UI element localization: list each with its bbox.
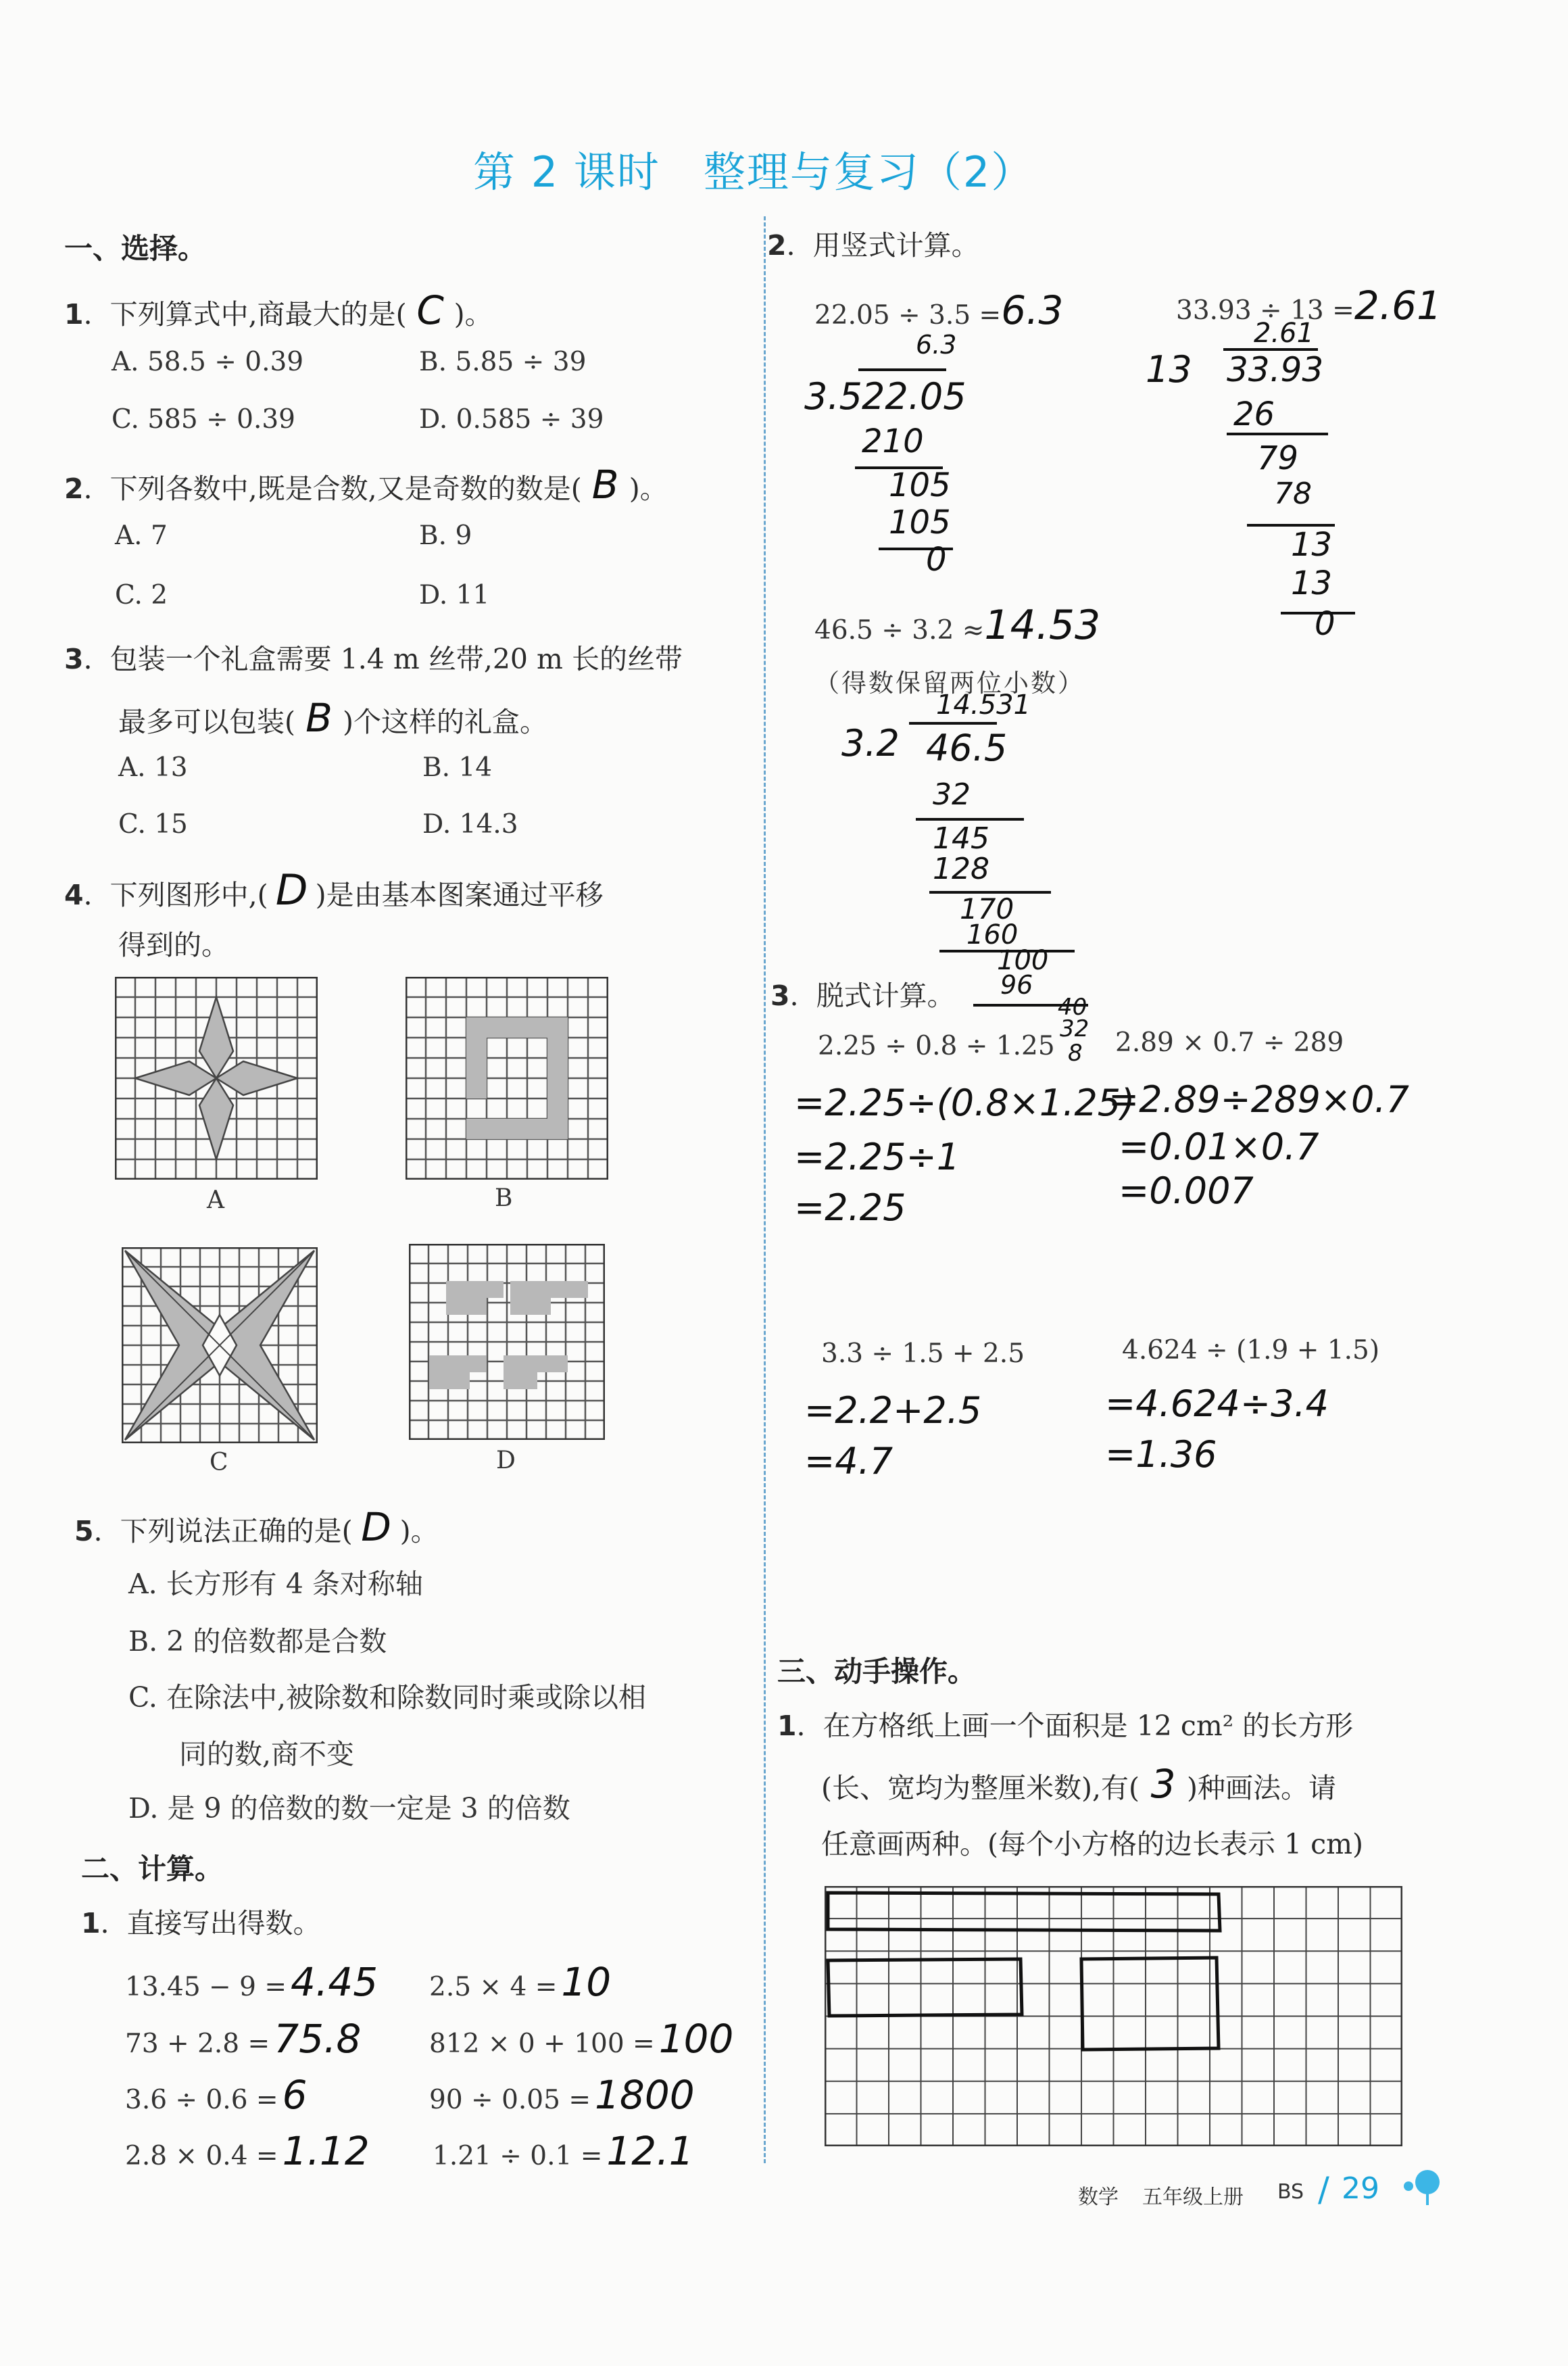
work1-step3: 105 bbox=[889, 504, 951, 541]
page-number: 29 bbox=[1342, 2171, 1379, 2206]
figure-c-label: C bbox=[210, 1449, 228, 1476]
work1-quotient: 6.3 bbox=[916, 330, 957, 360]
column-divider bbox=[764, 216, 766, 2163]
work3-quotient: 14.531 bbox=[936, 690, 1031, 721]
s1-q5-opt-c: C. 在除法中,被除数和除数同时乘或除以相 bbox=[128, 1681, 647, 1714]
work3-divisor: 3.2 bbox=[841, 722, 900, 765]
figure-d-pattern bbox=[429, 1281, 588, 1389]
work2-dividend: 33.93 bbox=[1227, 350, 1324, 389]
work2-step3: 78 bbox=[1274, 477, 1312, 511]
figure-d-label: D bbox=[496, 1447, 516, 1474]
grid-paper bbox=[825, 1886, 1402, 2146]
stepcalc-3-expr: 3.3 ÷ 1.5 + 2.5 bbox=[821, 1338, 1025, 1369]
section3-heading: 三、动手操作。 bbox=[777, 1655, 977, 1688]
work3-dividend: 46.5 bbox=[926, 727, 1008, 769]
s1-q5-opt-b: B. 2 的倍数都是合数 bbox=[128, 1625, 387, 1658]
work1-dividend: 22.05 bbox=[862, 375, 966, 418]
stepcalc-3-step2: =4.7 bbox=[804, 1440, 893, 1482]
s1-q2-opt-a: A. 7 bbox=[115, 521, 168, 551]
work3-s5: 160 bbox=[966, 919, 1019, 950]
figure-a bbox=[115, 977, 318, 1180]
figure-a-pattern bbox=[135, 997, 297, 1159]
figure-b-label: B bbox=[495, 1184, 513, 1212]
answer-q2: B bbox=[591, 462, 619, 508]
s1-q3-line1: 3. 包装一个礼盒需要 1.4 m 丝带,20 m 长的丝带 bbox=[64, 643, 683, 675]
column-div-1-expr: 22.05 ÷ 3.5 =6.3 bbox=[814, 287, 1064, 333]
s1-q3-line2: 最多可以包装( B )个这样的礼盒。 bbox=[118, 695, 547, 741]
mental-item-3: 73 + 2.8 = 75.8 bbox=[125, 2016, 362, 2062]
work3-s3: 128 bbox=[933, 852, 989, 886]
work2-divisor: 13 bbox=[1146, 348, 1192, 391]
work2-step5: 13 bbox=[1291, 564, 1333, 602]
s1-q2-opt-b: B. 9 bbox=[419, 521, 472, 551]
s1-q1-opt-c: C. 585 ÷ 0.39 bbox=[112, 404, 295, 435]
s1-q1-opt-d: D. 0.585 ÷ 39 bbox=[419, 404, 604, 435]
work1-step1: 210 bbox=[862, 422, 924, 460]
work3-line1 bbox=[916, 818, 1024, 821]
footer-grade: 五年级上册 bbox=[1142, 2186, 1244, 2209]
s1-q5-opt-d: D. 是 9 的倍数的数一定是 3 的倍数 bbox=[128, 1792, 570, 1825]
stepcalc-1-step1: =2.25÷(0.8×1.25) bbox=[794, 1082, 1135, 1124]
work3-s2: 145 bbox=[933, 821, 989, 856]
mental-item-5: 3.6 ÷ 0.6 = 6 bbox=[125, 2072, 308, 2118]
answer-q4: D bbox=[275, 865, 308, 915]
figure-a-label: A bbox=[207, 1186, 224, 1214]
s1-q4-line2: 得到的。 bbox=[118, 929, 229, 961]
mental-item-6: 90 ÷ 0.05 = 1800 bbox=[429, 2072, 695, 2118]
s1-q2: 2. 下列各数中,既是合数,又是奇数的数是( B )。 bbox=[64, 462, 668, 508]
answer-s3-q1: 3 bbox=[1150, 1761, 1176, 1807]
stepcalc-2-step3: =0.007 bbox=[1119, 1169, 1254, 1212]
page-title: 第 2 课时 整理与复习（2） bbox=[473, 147, 1035, 197]
stepcalc-3-step1: =2.2+2.5 bbox=[804, 1389, 982, 1432]
tree-icon bbox=[1399, 2163, 1446, 2211]
figure-b bbox=[406, 977, 608, 1180]
drawn-rectangle-3 bbox=[1081, 1958, 1219, 2050]
work2-step6: 0 bbox=[1315, 605, 1336, 643]
stepcalc-4-step1: =4.624÷3.4 bbox=[1105, 1382, 1329, 1425]
s3-q1-line2: (长、宽均为整厘米数),有( 3 )种画法。请 bbox=[821, 1761, 1337, 1807]
work3-s4: 170 bbox=[960, 892, 1014, 925]
figure-d bbox=[409, 1244, 605, 1440]
work1-bracket bbox=[858, 368, 946, 371]
answer-q1: C bbox=[416, 287, 444, 333]
s2-q1: 1. 直接写出得数。 bbox=[81, 1907, 321, 1939]
s1-q3-opt-a: A. 13 bbox=[118, 752, 188, 783]
work1-step2: 105 bbox=[889, 466, 951, 504]
column-div-2-expr: 33.93 ÷ 13 =2.61 bbox=[1176, 283, 1442, 329]
work2-step2: 79 bbox=[1257, 439, 1299, 477]
work3-s9: 32 bbox=[1060, 1015, 1089, 1042]
work2-step4: 13 bbox=[1291, 526, 1333, 564]
s1-q3-opt-b: B. 14 bbox=[422, 752, 493, 783]
work1-step4: 0 bbox=[926, 541, 947, 579]
answer-q5: D bbox=[361, 1504, 391, 1550]
s1-q1: 1. 下列算式中,商最大的是( C )。 bbox=[64, 287, 493, 333]
s1-q1-opt-b: B. 5.85 ÷ 39 bbox=[419, 347, 587, 377]
s1-q5: 5. 下列说法正确的是( D )。 bbox=[74, 1504, 439, 1550]
mental-item-1: 13.45 − 9 = 4.45 bbox=[125, 1959, 378, 2005]
footer-subject: 数学 bbox=[1078, 2186, 1119, 2209]
mental-item-2: 2.5 × 4 = 10 bbox=[429, 1959, 612, 2005]
s3-q1-line1: 1. 在方格纸上画一个面积是 12 cm² 的长方形 bbox=[777, 1710, 1354, 1742]
section2-heading: 二、计算。 bbox=[81, 1852, 224, 1885]
s1-q1-opt-a: A. 58.5 ÷ 0.39 bbox=[112, 347, 304, 377]
s1-q2-opt-d: D. 11 bbox=[419, 580, 490, 610]
stepcalc-1-step2: =2.25÷1 bbox=[794, 1136, 960, 1178]
s2-q3: 3. 脱式计算。 bbox=[770, 980, 955, 1012]
s1-q2-opt-c: C. 2 bbox=[115, 580, 168, 610]
footer-edition: BS bbox=[1277, 2180, 1304, 2204]
work3-s10: 8 bbox=[1068, 1040, 1083, 1067]
work3-s6: 100 bbox=[997, 945, 1049, 976]
figure-c bbox=[122, 1247, 318, 1443]
work2-line1 bbox=[1227, 433, 1328, 435]
work2-quotient: 2.61 bbox=[1254, 318, 1315, 349]
work3-s1: 32 bbox=[933, 777, 971, 812]
mental-item-4: 812 × 0 + 100 = 100 bbox=[429, 2016, 734, 2062]
mental-item-7: 2.8 × 0.4 = 1.12 bbox=[125, 2128, 370, 2174]
work3-s8: 40 bbox=[1058, 994, 1087, 1021]
s1-q3-opt-d: D. 14.3 bbox=[422, 809, 518, 840]
s2-q2: 2. 用竖式计算。 bbox=[767, 229, 979, 262]
stepcalc-4-expr: 4.624 ÷ (1.9 + 1.5) bbox=[1122, 1335, 1380, 1366]
s1-q5-opt-c-cont: 同的数,商不变 bbox=[179, 1738, 355, 1770]
s3-q1-line3: 任意画两种。(每个小方格的边长表示 1 cm) bbox=[821, 1828, 1363, 1860]
stepcalc-4-step2: =1.36 bbox=[1105, 1433, 1217, 1476]
mental-item-8: 1.21 ÷ 0.1 = 12.1 bbox=[433, 2128, 694, 2174]
stepcalc-1-expr: 2.25 ÷ 0.8 ÷ 1.25 bbox=[818, 1031, 1055, 1061]
stepcalc-2-step1: =2.89÷289×0.7 bbox=[1108, 1078, 1409, 1121]
column-div-3-note: （得数保留两位小数） bbox=[814, 669, 1085, 698]
work1-divisor: 3.5 bbox=[804, 375, 862, 418]
drawn-rectangle-1 bbox=[828, 1893, 1220, 1931]
s1-q4-line1: 4. 下列图形中,( D )是由基本图案通过平移 bbox=[64, 865, 604, 915]
s1-q3-opt-c: C. 15 bbox=[118, 809, 188, 840]
stepcalc-2-expr: 2.89 × 0.7 ÷ 289 bbox=[1115, 1028, 1344, 1058]
stepcalc-1-step3: =2.25 bbox=[794, 1186, 906, 1229]
work2-step1: 26 bbox=[1233, 395, 1275, 433]
answer-q3: B bbox=[305, 695, 333, 741]
column-div-3-expr: 46.5 ÷ 3.2 ≈14.53 bbox=[814, 602, 1101, 649]
footer-slash: / bbox=[1318, 2170, 1329, 2209]
s1-q5-opt-a: A. 长方形有 4 条对称轴 bbox=[128, 1568, 423, 1600]
work3-bracket bbox=[909, 722, 997, 725]
work3-s7: 96 bbox=[1000, 970, 1033, 1000]
work2-bracket bbox=[1223, 348, 1318, 351]
stepcalc-2-step2: =0.01×0.7 bbox=[1119, 1126, 1319, 1168]
section1-heading: 一、选择。 bbox=[64, 232, 207, 265]
